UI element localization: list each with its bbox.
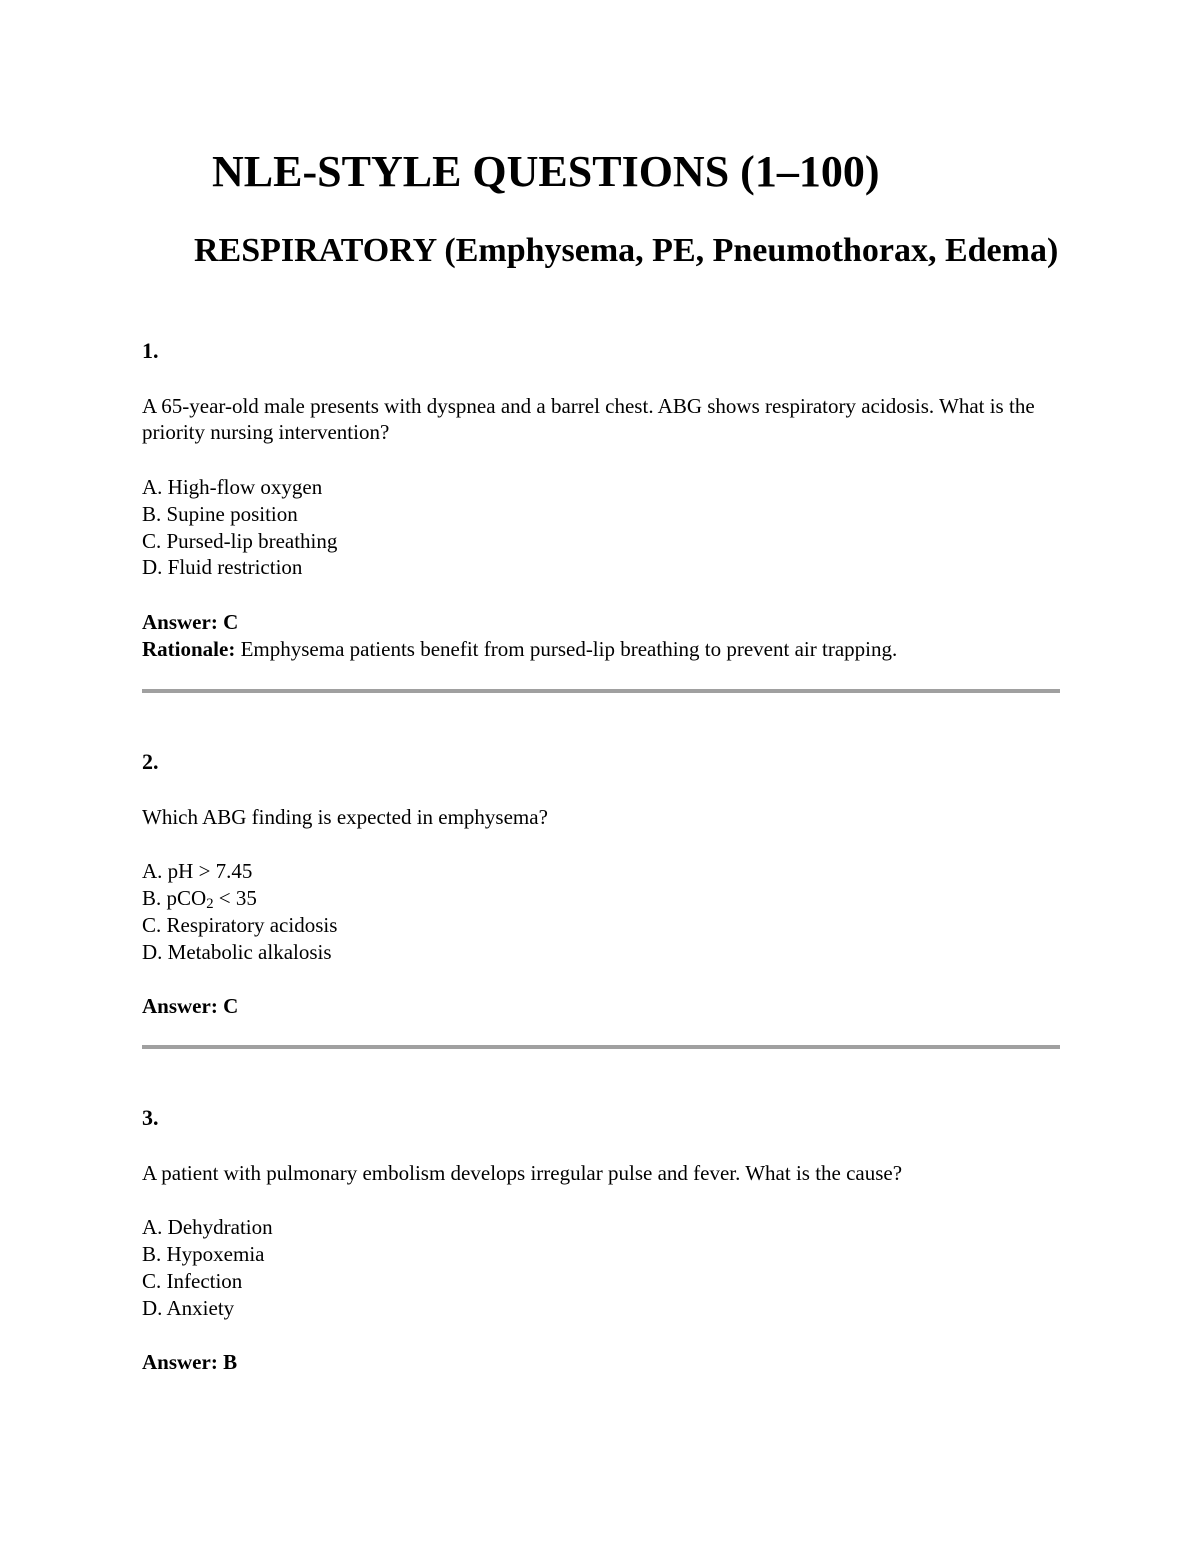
option-b: B. Hypoxemia [142, 1242, 265, 1267]
question-number: 3. [142, 1105, 159, 1130]
option-b-text: B. pCO [142, 886, 207, 911]
section-heading: RESPIRATORY (Emphysema, PE, Pneumothorax, Edema) [194, 232, 1059, 269]
option-a: A. pH > 7.45 [142, 859, 253, 884]
option-b [142, 885, 1060, 912]
answer-line [142, 609, 1060, 636]
answer-line [142, 993, 1060, 1020]
option-c: C. Respiratory acidosis [142, 912, 338, 937]
option-d: D. Metabolic alkalosis [142, 939, 332, 964]
question-stem: A 65-year-old male presents with dyspnea and a barrel chest. ABG shows respiratory acidosis. What is the priority nursing intervention? [142, 393, 1035, 445]
answer-label: Answer: [142, 609, 218, 634]
answer-value: C [223, 994, 239, 1019]
option-b-subscript: 2 [206, 896, 214, 913]
option-d: D. Fluid restriction [142, 555, 303, 580]
option-b-rest: < 35 [213, 886, 257, 911]
question-3 [142, 1105, 1060, 1376]
answer-line [142, 1349, 1060, 1376]
option-c: C. Pursed-lip breathing [142, 528, 338, 553]
answer-block [142, 609, 1060, 662]
question-number: 1. [142, 338, 159, 363]
document-title: NLE-STYLE QUESTIONS (1–100) [212, 147, 880, 196]
rationale-label: Rationale: [142, 636, 236, 661]
question-stem: Which ABG finding is expected in emphysema? [142, 804, 548, 829]
answer-label: Answer: [142, 994, 218, 1019]
section-divider [142, 689, 1060, 693]
option-c: C. Infection [142, 1268, 243, 1293]
question-number: 2. [142, 749, 159, 774]
section-divider [142, 1045, 1060, 1049]
option-list [142, 858, 1060, 965]
rationale-text: Emphysema patients benefit from pursed-lip breathing to prevent air trapping. [240, 636, 898, 661]
question-2 [142, 749, 1060, 1020]
answer-block [142, 993, 1060, 1020]
option-a: A. High-flow oxygen [142, 475, 323, 500]
document-page [142, 0, 1060, 1553]
option-b: B. Supine position [142, 501, 298, 526]
option-list [142, 1214, 1060, 1321]
answer-block [142, 1349, 1060, 1376]
question-stem: A patient with pulmonary embolism develops irregular pulse and fever. What is the cause? [142, 1160, 903, 1185]
rationale-line [142, 636, 1060, 663]
option-list [142, 474, 1060, 581]
question-1 [142, 338, 1060, 662]
option-d: D. Anxiety [142, 1295, 235, 1320]
answer-label: Answer: [142, 1350, 218, 1375]
option-a: A. Dehydration [142, 1215, 273, 1240]
answer-value: C [223, 609, 239, 634]
answer-value: B [223, 1350, 238, 1375]
